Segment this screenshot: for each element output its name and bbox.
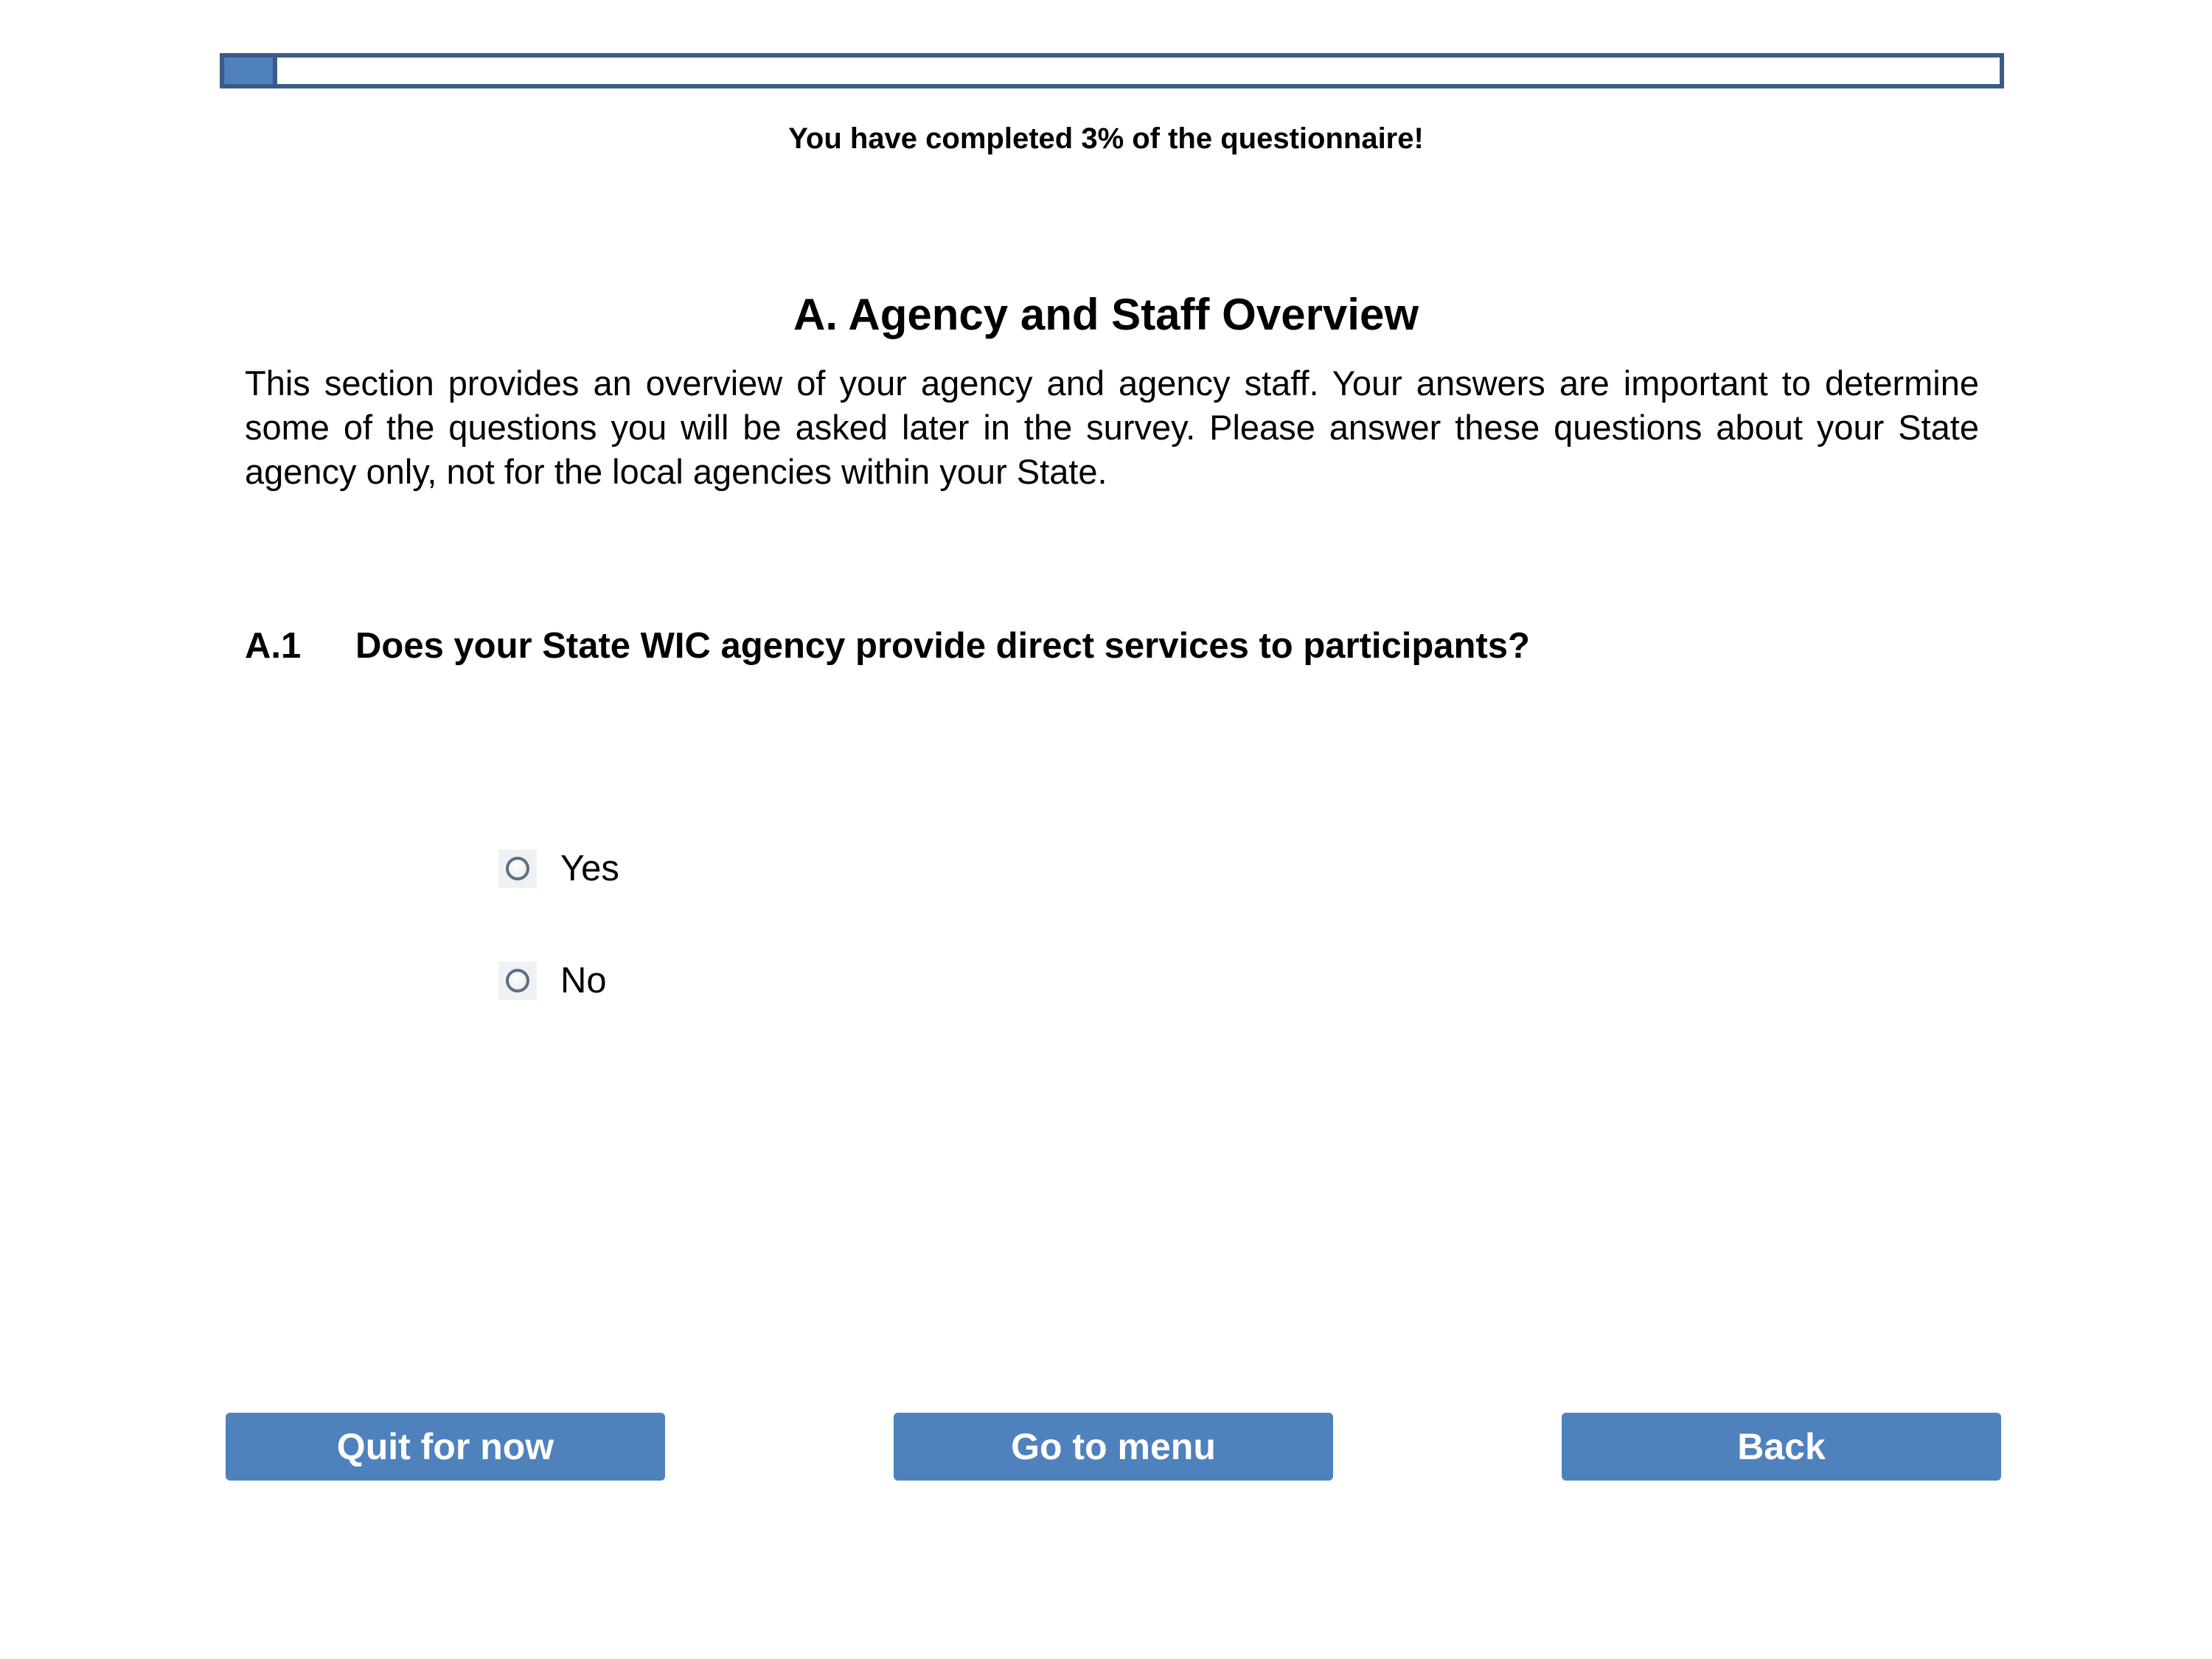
section-description: This section provides an overview of your agency and agency staff. Your answers are important to determine some of the questions you will be asked later in the survey. Please answer these questions about your State agency only, not for the local agencies within your State. — [245, 364, 1979, 491]
section-title: A. Agency and Staff Overview — [793, 290, 1419, 339]
question — [245, 625, 1530, 667]
quit-for-now-button[interactable]: Quit for now — [226, 1413, 665, 1481]
progress-bar — [220, 53, 2004, 88]
option-no[interactable] — [498, 959, 607, 1003]
option-yes[interactable] — [498, 846, 619, 891]
radio-no[interactable] — [498, 961, 537, 1000]
radio-button-icon[interactable] — [506, 969, 529, 992]
radio-button-icon[interactable] — [506, 857, 529, 880]
progress-bar-fill — [224, 58, 277, 84]
option-yes-label[interactable]: Yes — [560, 849, 619, 888]
option-no-label[interactable]: No — [560, 961, 607, 1001]
back-button[interactable]: Back — [1562, 1413, 2001, 1481]
progress-text: You have completed 3% of the questionnaire! — [788, 122, 1424, 155]
question-text: Does your State WIC agency provide direct services to participants? — [355, 626, 1530, 666]
question-number: A.1 — [245, 626, 302, 666]
radio-yes[interactable] — [498, 849, 537, 888]
go-to-menu-button[interactable]: Go to menu — [894, 1413, 1333, 1481]
